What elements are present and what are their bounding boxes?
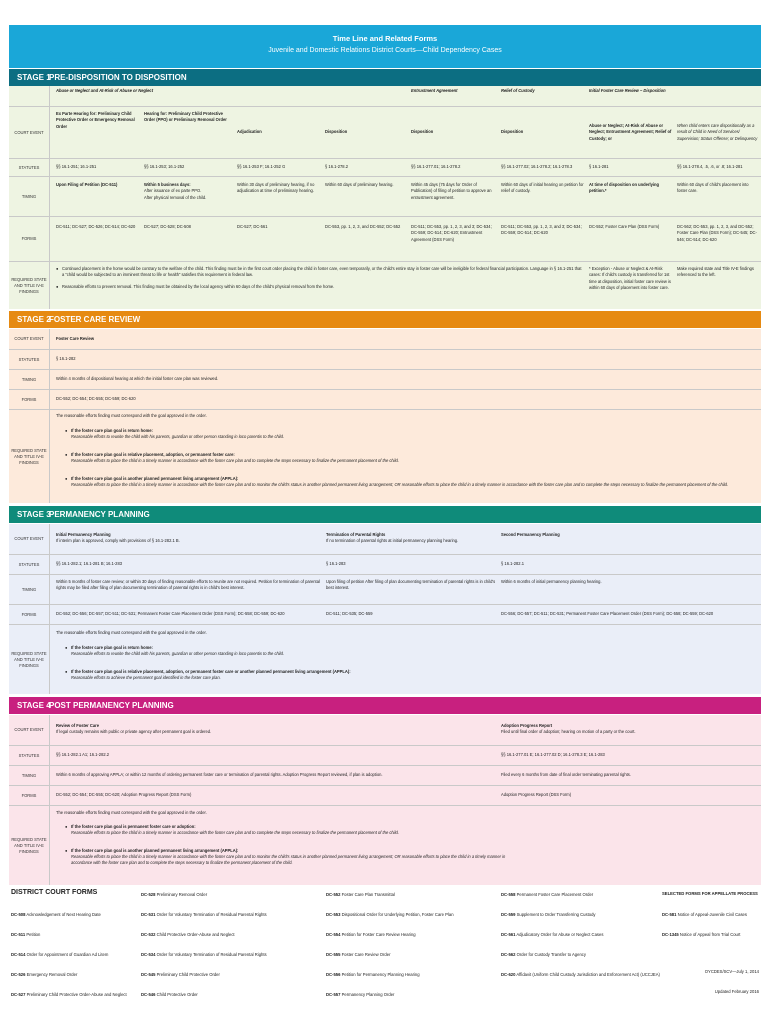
stage4-forms-1: DC-552; DC-554; DC-555; DC-620; Adoption Progress Report (DSS Form)	[56, 792, 192, 797]
statute-3: §§ 16.1-253 F; 16.1-252 G	[237, 164, 286, 169]
stage3-second-pp: Second Permanency Planning	[501, 532, 560, 537]
legend-form-name: Affidavit (Uniform Child Custody Jurisdiction and Enforcement Act) (UCCJEA)	[515, 972, 660, 977]
stage2-goal-relative: ● If the foster care plan goal is relative placement, adoption, or permanent foster care:	[71, 452, 235, 458]
legend-form-code: DC-527	[11, 992, 26, 997]
legend-form-entry	[11, 952, 108, 958]
stage4-timing-1: Within 6 months of approving APPLA; or within 12 months of ordering permanent foster care or termination of parental rights. Adoption Progress Report reviewed, if plan is adoption.	[56, 772, 383, 777]
legend-form-name: Petition for Permanency Planning Hearing	[340, 972, 420, 977]
stage3-initial-pp: Initial Permanency Planning If interim plan is approved, comply with provisions of § 16.1-282.1 B.	[56, 532, 180, 544]
stage2-findings-row: REQUIRED STATE AND TITLE IV-E FINDINGS The reasonable efforts finding must correspond with the goal approved in the order. ● If the foster care plan goal is return home: Reasonable efforts to reunite the child with his parents, guardian or other person standing in loco parentis to the child. ● If the foster care plan goal is relative placement, adoption, or permanent foster care: Reasonable efforts to place the child in a timely manner in accordance with the foster care plan and to complete the steps necessary to finalize the permanent placement of the child. ● If the foster care plan goal is another planned permanent living arrangement (APPLA): Reasonable efforts to place the child in a timely manner in accordance with the foster care plan and to monitor the child's status in another planned permanent living arrangement; OR reasonable efforts to place the child in a timely manner in accordance with the foster care plan and to complete the steps necessary to finalize the permanent placement of the child.	[9, 409, 761, 503]
stage1-forms-row	[9, 216, 761, 261]
stage2-timing-row: TIMING Within 4 months of dispositional hearing at which the initial foster care plan was reviewed.	[9, 369, 761, 389]
legend-form-entry	[141, 952, 267, 958]
stage4-goal-permanent: ● If the foster care plan goal is permanent foster care or adoption:	[71, 824, 196, 830]
stage2-goal-relative-text: Reasonable efforts to place the child in a timely manner in accordance with the foster care plan and to complete the steps necessary to finalize the permanent placement of the child.	[71, 458, 399, 463]
stage4-timing-row: TIMING Within 6 months of approving APPLA; or within 12 months of ordering permanent foster care or termination of parental rights. Adoption Progress Report reviewed, if plan is adoption. Filed every 6 months from date of final order terminating parental rights.	[9, 765, 761, 785]
legend-form-entry	[326, 912, 454, 918]
stage3-timing-1: Within 5 months of foster care review; or within 30 days of finding reasonable efforts to reunite are not required. Petition for termination of parental rights may be filed after filing of plan documenting termination of parental rights is in child's best interest.	[56, 579, 320, 591]
legend-form-name: Order for Voluntary Termination of Residual Parental Rights	[155, 912, 267, 917]
legend-form-entry	[326, 992, 394, 998]
stage3-goal-relative-text: Reasonable efforts to achieve the permanent goal identified in the foster care plan.	[71, 675, 221, 680]
legend-form-name: Supplement to Order Transferring Custody	[515, 912, 596, 917]
legend-form-code: DC-508	[11, 912, 26, 917]
legend-form-name: Order for Appointment of Guardian Ad Litem	[25, 952, 109, 957]
disposition-event-1: Disposition	[325, 129, 348, 134]
stage3-goal-return-home-text: Reasonable efforts to reunite the child with his parents, guardian or other person standing in loco parentis to the child.	[71, 651, 285, 656]
stage3-findings-intro: The reasonable efforts finding must correspond with the goal approved in the order.	[56, 630, 207, 635]
stage4-findings-intro: The reasonable efforts finding must correspond with the goal approved in the order.	[56, 810, 207, 815]
stage3-forms-row: FORMS DC-552; DC-556; DC-557; DC-511; DC-531; Permanent Foster Care Placement Order (DSS Form); DC-558; DC-559; DC-620 DC-511; DC-535; DC-559 DC-556; DC-557; DC-511; DC-531; Permanent Foster Care Placement Order (DSS Form); DC-558; DC-559; DC-620	[9, 604, 761, 624]
relief-group-header: Relief of Custody	[501, 88, 535, 93]
forms-1: DC-511; DC-527; DC-526; DC-514; DC-620	[56, 224, 136, 229]
legend-form-entry	[662, 912, 747, 918]
legend-form-code: DC-534	[141, 952, 156, 957]
disposition-event-2: Disposition	[411, 129, 434, 134]
stage3-statute-1: §§ 16.1-282.1; 16.1-281 B; 16.1-283	[56, 561, 123, 566]
legend-form-code: DC-555	[326, 952, 341, 957]
legend-form-code: DC-531	[141, 912, 156, 917]
adjudication-event: Adjudication	[237, 129, 262, 134]
stage3-forms-1: DC-552; DC-556; DC-557; DC-511; DC-531; Permanent Foster Care Placement Order (DSS Form); DC-558; DC-559; DC-620	[56, 611, 285, 616]
stage1-statutes-row	[9, 158, 761, 176]
stage4-goal-permanent-text: Reasonable efforts to place the child in a timely manner in accordance with the foster care plan and to complete the steps necessary to finalize the permanent placement of the child.	[71, 830, 399, 835]
stage2-header	[9, 311, 761, 328]
stage3-block	[9, 524, 761, 694]
make-required-note: Make required state and Title IV-E findings referenced to the left.	[677, 266, 754, 278]
disposition-event-3: Disposition	[501, 129, 524, 134]
legend-form-entry	[11, 972, 77, 978]
timing-5: Within 45 days (75 days for Order of Publication) of filing of petition to approve an entrustment agreement.	[411, 182, 492, 200]
forms-label: FORMS	[9, 217, 50, 261]
stage2-findings-intro: The reasonable efforts finding must correspond with the goal approved in the order.	[56, 413, 207, 418]
legend-form-entry	[11, 912, 101, 918]
legend-form-name: Acknowledgement of Next Hearing Date	[25, 912, 101, 917]
legend-form-name: Order for Voluntary Termination of Residual Parental Rights	[155, 952, 267, 957]
legend-form-name: Foster Care Review Order	[340, 952, 391, 957]
legend-form-name: Child Protective Order-Abuse and Neglect	[155, 932, 235, 937]
statute-2: §§ 16.1-253; 16.1-252	[144, 164, 185, 169]
stage3-timing-3: Within 6 months of initial permanency planning hearing.	[501, 579, 602, 584]
statute-6: §§ 16.1-277.02; 16.1-278.2; 16.1-278.3	[501, 164, 573, 169]
stage4-number: STAGE 4	[17, 701, 51, 710]
entrust-group-header: Entrustment Agreement	[411, 88, 458, 93]
statute-1: §§ 16.1-251; 16.1-251	[56, 164, 97, 169]
stage4-forms-row: FORMS DC-552; DC-554; DC-555; DC-620; Adoption Progress Report (DSS Form) Adoption Progress Report (DSS Form)	[9, 785, 761, 805]
stage3-statute-2: § 16.1-283	[326, 561, 346, 566]
legend-form-entry	[501, 932, 603, 938]
stage3-findings-row: REQUIRED STATE AND TITLE IV-E FINDINGS The reasonable efforts finding must correspond with the goal approved in the order. ● If the foster care plan goal is return home: Reasonable efforts to reunite the child with his parents, guardian or other person standing in loco parentis to the child. ● If the foster care plan goal is relative placement, adoption, or permanent foster care or another planned permanent living arrangement (APPLA): Reasonable efforts to achieve the permanent goal identified in the foster care plan.	[9, 624, 761, 694]
stage2-forms-row: FORMS DC-552; DC-554; DC-555; DC-559; DC-620	[9, 389, 761, 409]
legend-form-entry	[11, 932, 40, 938]
findings-label: REQUIRED STATE AND TITLE IV-E FINDINGS	[9, 262, 50, 309]
legend-form-name: Child Protective Order	[155, 992, 198, 997]
stage2-timing: Within 4 months of dispositional hearing at which the initial foster care plan was reviewed.	[56, 376, 219, 381]
forms-3: DC-527; DC-561	[237, 224, 268, 229]
stage4-block	[9, 715, 761, 885]
legend-form-code: DC-514	[11, 952, 26, 957]
stage3-timing-2: Upon filing of petition After filing of plan documenting termination of parental rights is in child's best interest.	[326, 579, 496, 591]
stage1-court-event-row	[9, 106, 761, 158]
appellate-title: SELECTED FORMS FOR APPELLATE PROCESS	[662, 891, 758, 896]
forms-8: DC-562; DC-553, pp. 1, 2, 3, and DC-552; Foster Care Plan (DSS Form); DC-545; DC-546; DC-514; DC-620	[677, 224, 757, 242]
legend-form-code: DC-511	[11, 932, 26, 937]
legend-form-entry	[501, 912, 596, 918]
legend-form-code: DC-552	[326, 892, 341, 897]
ex-parte-event: Ex Parte Hearing for: Preliminary Child Protective Order or Emergency Removal Order	[56, 111, 135, 129]
document-subtitle: Juvenile and Domestic Relations District Courts—Child Dependency Cases	[268, 47, 502, 54]
stage2-statute: § 16.1-282	[56, 356, 76, 361]
legend-form-code: DC-553	[326, 912, 341, 917]
footer-date-1: OYCDES/SCV—July 1, 2014	[704, 969, 759, 974]
legend-form-code: DC-532	[141, 932, 156, 937]
stage2-number: STAGE 2	[17, 315, 51, 324]
stage1-timing-row	[9, 176, 761, 216]
legend-form-entry	[326, 972, 420, 978]
stage2-goal-return-home: ● If the foster care plan goal is return home:	[71, 428, 153, 434]
stage1-number: STAGE 1	[17, 73, 51, 82]
stage4-review-fc: Review of Foster Care If legal custody remains with public or private agency after permanent goal is ordered.	[56, 723, 212, 735]
legend-form-code: DC-556	[326, 972, 341, 977]
legend-form-code: DC-562	[501, 952, 516, 957]
abuse-neglect-event: Abuse or Neglect; At-Risk of Abuse or Neglect; Entrustment Agreement; Relief of Custody; or	[589, 123, 672, 141]
stage4-forms-2: Adoption Progress Report (DSS Form)	[501, 792, 572, 797]
stage4-statute-1: §§ 16.1-282.1 A1; 16.1-282.2	[56, 752, 110, 757]
stage3-forms-2: DC-511; DC-535; DC-559	[326, 611, 373, 616]
legend-form-name: Order for Custody Transfer to Agency	[515, 952, 586, 957]
legend-form-code: DC-554	[326, 932, 341, 937]
exception-note: * Exception - Abuse or Neglect & At-Risk cases: If child's custody is transferred for 1st time at disposition, initial foster care review is within 60 days of placement into foster care.	[589, 266, 671, 290]
statute-4: § 16.1-278.2	[325, 164, 348, 169]
stage2-block	[9, 329, 761, 503]
document-header	[9, 25, 761, 68]
stage4-goal-appla: ● If the foster care plan goal is another planned permanent living arrangement (APPLA):	[71, 848, 238, 854]
forms-7: DC-552; Foster Care Plan (DSS Form)	[589, 224, 660, 229]
legend-form-entry	[501, 892, 593, 898]
stage4-court-event-row: COURT EVENT Review of Foster Care If legal custody remains with public or private agency after permanent goal is ordered. Adoption Progress Report Filed until final order of adoption; hearing on motion of a party or the court.	[9, 715, 761, 745]
stage3-court-event-row: COURT EVENT Initial Permanency Planning If interim plan is approved, comply with provisions of § 16.1-282.1 B. Termination of Parental Rights If no termination of parental rights at initial permanency planning hearing. Second Permanency Planning	[9, 524, 761, 554]
stage1-findings-row	[9, 261, 761, 309]
stage4-statute-2: §§ 16.1-277.01 E; 16.1-277.02 D; 16.1-278.3 E; 16.1-283	[501, 752, 605, 757]
legend-form-code: DC-561	[501, 932, 516, 937]
forms-5: DC-511; DC-553, pp. 1, 2, 3, and 3; DC-534; DC-559; DC-514; DC-620; Entrustment Agreement (DSS Form)	[411, 224, 492, 242]
timing-8: Within 60 days of child's placement into foster care.	[677, 182, 749, 194]
stage4-statutes-row: STATUTES §§ 16.1-282.1 A1; 16.1-282.2 §§ 16.1-277.01 E; 16.1-277.02 D; 16.1-278.3 E; 16.1-283	[9, 745, 761, 765]
stage4-adoption-progress: Adoption Progress Report Filed until final order of adoption; hearing on motion of a party or the court.	[501, 723, 636, 735]
legend-form-entry	[141, 912, 267, 918]
legend-form-entry	[501, 952, 586, 958]
stage3-timing-row: TIMING Within 5 months of foster care review; or within 30 days of finding reasonable efforts to reunite are not required. Petition for termination of parental rights may be filed after filing of plan documenting termination of parental rights is in child's best interest. Upon filing of petition After filing of plan documenting termination of parental rights is in child's best interest. Within 6 months of initial permanency planning hearing.	[9, 574, 761, 604]
timing-2: Within 5 business days: After issuance of ex parte PPO. After physical removal of the child.	[144, 182, 207, 200]
legend-form-name: Preliminary Child Protective Order-Abuse and Neglect	[25, 992, 127, 997]
forms-6: DC-511; DC-553, pp. 1, 2, 3, and 3; DC-534; DC-559; DC-514; DC-620	[501, 224, 582, 236]
legend-form-code: DC-528	[141, 892, 156, 897]
legend-form-name: Petition for Foster Care Review Hearing	[340, 932, 416, 937]
stage3-goal-return-home: ● If the foster care plan goal is return home:	[71, 645, 153, 651]
stage1-block	[9, 86, 761, 309]
stage3-forms-3: DC-556; DC-557; DC-511; DC-531; Permanent Foster Care Placement Order (DSS Form); DC-558; DC-559; DC-620	[501, 611, 714, 616]
legend-form-entry	[141, 992, 198, 998]
footer-date-2: Updated February 2016	[714, 989, 759, 994]
stage2-goal-appla: ● If the foster care plan goal is another planned permanent living arrangement (APPLA):	[71, 476, 238, 482]
legend-form-code: DC-620	[501, 972, 516, 977]
stage3-tpr: Termination of Parental Rights If no termination of parental rights at initial permanency planning hearing.	[326, 532, 459, 544]
statutes-label: STATUTES	[9, 159, 50, 176]
document-title: Time Line and Related Forms	[332, 34, 438, 43]
court-event-label: COURT EVENT	[9, 107, 50, 158]
legend-form-entry	[11, 992, 127, 998]
legend-form-code: DC-526	[11, 972, 26, 977]
stage3-number: STAGE 3	[17, 510, 51, 519]
legend-form-code: DC-1345	[662, 932, 679, 937]
stage3-statutes-row: STATUTES §§ 16.1-282.1; 16.1-281 B; 16.1-283 § 16.1-283 § 16.1-282.1	[9, 554, 761, 574]
timing-1: Upon Filing of Petition (DC-511)	[56, 182, 118, 187]
legend-form-name: Permanency Planning Order	[340, 992, 395, 997]
legend-form-entry	[326, 932, 416, 938]
timing-7: At time of disposition on underlying petition.*	[589, 182, 660, 194]
stage1-header	[9, 69, 761, 86]
timing-6: Within 60 days of initial hearing on petition for relief of custody.	[501, 182, 584, 194]
stage3-header	[9, 506, 761, 523]
timing-4: Within 60 days of preliminary hearing.	[325, 182, 394, 187]
legend-form-code: DC-545	[141, 972, 156, 977]
legend-form-code: DC-559	[501, 912, 516, 917]
legend-form-code: DC-581	[662, 912, 677, 917]
legend-form-entry	[662, 932, 740, 938]
stage3-statute-3: § 16.1-282.1	[501, 561, 524, 566]
stage3-goal-relative: ● If the foster care plan goal is relative placement, adoption, or permanent foster care or another planned permanent living arrangement (APPLA):	[71, 669, 351, 675]
finding-reasonable-efforts: ● Reasonable efforts to prevent removal. This finding must be obtained by the local agency within 60 days of the child's physical removal from the home.	[62, 284, 584, 290]
statute-7: § 16.1-281	[589, 164, 609, 169]
stage4-header	[9, 697, 761, 714]
stage4-title: POST PERMANENCY PLANNING	[49, 701, 174, 710]
finding-continued-placement: ● Continued placement in the home would be contrary to the welfare of the child. This finding must be in the first court order placing the child in foster care, even temporarily, or the child's entire stay in foster care will be ineligible for federal financial participation. Language in § 16.1-251 that a “child would be subjected to an imminent threat to life or health” satisfies this requirement in federal law.	[62, 266, 584, 279]
legend-form-entry	[326, 952, 390, 958]
legend-form-entry	[501, 972, 660, 978]
legend-form-name: Notice of Appeal-Juvenile Civil Cases	[676, 912, 747, 917]
legend-form-entry	[141, 972, 220, 978]
legend-form-name: Petition	[25, 932, 41, 937]
legend-form-code: DC-546	[141, 992, 156, 997]
stage1-title: PRE-DISPOSITION TO DISPOSITION	[49, 73, 187, 82]
stage4-findings-row: REQUIRED STATE AND TITLE IV-E FINDINGS The reasonable efforts finding must correspond with the goal approved in the order. ● If the foster care plan goal is permanent foster care or adoption: Reasonable efforts to place the child in a timely manner in accordance with the foster care plan and to complete the steps necessary to finalize the permanent placement of the child. ● If the foster care plan goal is another planned permanent living arrangement (APPLA): Reasonable efforts to place the child in a timely manner in accordance with the foster care plan and to monitor the child's status in another planned permanent living arrangement; OR reasonable efforts to place the child in a timely manner in accordance with the foster care plan and to complete the steps necessary to finalize the permanent placement of the child.	[9, 805, 761, 885]
legend-form-name: Foster Care Plan Transmittal	[340, 892, 395, 897]
legend-form-code: DC-557	[326, 992, 341, 997]
legend-form-entry	[141, 932, 235, 938]
legend-form-name: Notice of Appeal from Trial Court	[678, 932, 741, 937]
stage2-statutes-row: STATUTES § 16.1-282	[9, 349, 761, 369]
stage2-forms: DC-552; DC-554; DC-555; DC-559; DC-620	[56, 396, 136, 401]
legend-form-entry	[141, 892, 207, 898]
legend-form-entry	[326, 892, 395, 898]
forms-4: DC-553, pp. 1, 2, 3, and DC-552; DC-552	[325, 224, 401, 229]
stage2-title: FOSTER CARE REVIEW	[49, 315, 141, 324]
when-child-enters-event: When child enters care dispositionally as a result of Child in Need of Services/ Supervision; Status Offense; or Delinquency	[677, 123, 758, 141]
stage2-goal-return-home-text: Reasonable efforts to reunite the child with his parents, guardian or other person standing in loco parentis to the child.	[71, 434, 285, 439]
stage2-court-event-row: COURT EVENT Foster Care Review	[9, 329, 761, 349]
legend-form-name: Preliminary Child Protective Order	[155, 972, 220, 977]
legend-form-name: Permanent Foster Care Placement Order	[515, 892, 594, 897]
timing-label: TIMING	[9, 177, 50, 216]
district-court-forms-legend	[9, 888, 761, 1024]
timing-3: Within 30 days of preliminary hearing, if no adjudication at time of preliminary hearing.	[237, 182, 315, 194]
legend-form-name: Emergency Removal Order	[25, 972, 78, 977]
stage4-goal-appla-text: Reasonable efforts to place the child in a timely manner in accordance with the foster care plan and to monitor the child's status in another planned permanent living arrangement; OR reasonable efforts to place the child in a timely manner in accordance with the foster care plan and to complete the steps necessary to finalize the permanent placement of the child.	[71, 854, 506, 866]
stage4-timing-2: Filed every 6 months from date of final order terminating parental rights.	[501, 772, 631, 777]
stage3-title: PERMANENCY PLANNING	[49, 510, 150, 519]
initial-review-group-header: Initial Foster Care Review – Disposition	[589, 88, 666, 93]
legend-form-code: DC-558	[501, 892, 516, 897]
legend-form-name: Adjudicatory Order for Abuse or Neglect Cases	[515, 932, 604, 937]
statute-8: §§ 16.1-278.4, .5, .6, or .8; 16.1-281	[677, 164, 743, 169]
legend-form-name: Preliminary Removal Order	[155, 892, 208, 897]
stage2-goal-appla-text: Reasonable efforts to place the child in a timely manner in accordance with the foster care plan and to monitor the child's status in another planned permanent living arrangement; OR reasonable efforts to place the child in a timely manner in accordance with the foster care plan and to complete the steps necessary to finalize the permanent placement of the child.	[71, 482, 729, 487]
abuse-group-header: Abuse or Neglect and At-Risk of Abuse or Neglect	[56, 88, 154, 93]
forms-2: DC-527; DC-528; DC-508	[144, 224, 191, 229]
legend-title: DISTRICT COURT FORMS	[11, 889, 98, 896]
foster-care-review-event: Foster Care Review	[56, 336, 94, 341]
hearing-for-event: Hearing for: Preliminary Child Protective Order (PPO) or Preliminary Removal Order	[144, 111, 227, 123]
legend-form-name: Dispositional Order for Underlying Petition, Foster Care Plan	[340, 912, 454, 917]
stage1-group-row	[9, 86, 761, 106]
statute-5: §§ 16.1-277.01; 16.1-278.2	[411, 164, 461, 169]
